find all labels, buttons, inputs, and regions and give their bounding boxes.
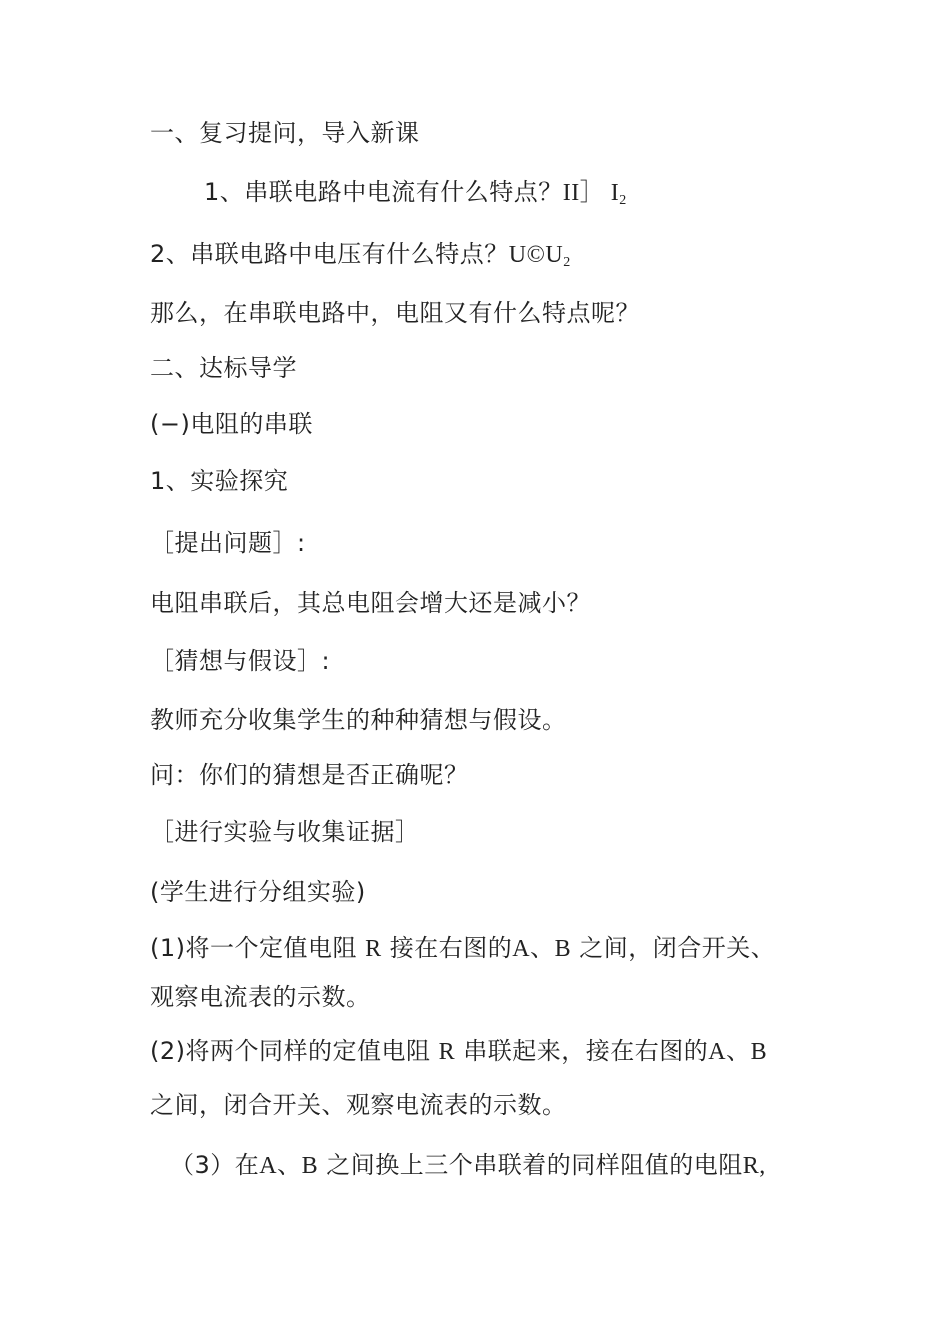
review-question-2	[150, 238, 571, 279]
step-1-line-1: (1)将一个定值电阻 R 接在右图的A、B 之间，闭合开关、	[150, 934, 776, 962]
hypothesis-label: ［猜想与假设］:	[150, 647, 331, 675]
question-1-text: 1、串联电路中电流有什么特点？	[204, 178, 563, 206]
step-2-line-1: (2)将两个同样的定值电阻 R 串联起来，接在右图的A、B	[150, 1037, 768, 1065]
step-3-line-1: （3）在A、B 之间换上三个串联着的同样阻值的电阻R,	[170, 1151, 766, 1179]
transition-question: 那么，在串联电路中，电阻又有什么特点呢？	[150, 299, 640, 327]
ask-text: 问：你们的猜想是否正确呢？	[150, 761, 469, 789]
hypothesis-text: 教师充分收集学生的种种猜想与假设。	[150, 706, 567, 734]
step-1-line-2: 观察电流表的示数。	[150, 983, 371, 1011]
question-2-formula-subscript: 2	[563, 255, 571, 270]
question-2-formula: U©U	[508, 242, 564, 268]
section1-heading: 一、复习提问，导入新课	[150, 119, 420, 147]
section2-heading: 二、达标导学	[150, 354, 297, 382]
subsection-resistor-series: (−)电阻的串联	[150, 410, 313, 438]
pose-question-label: ［提出问题］:	[150, 529, 306, 557]
group-experiment-note: (学生进行分组实验)	[150, 878, 366, 906]
experiment-label: ［进行实验与收集证据］	[150, 818, 420, 846]
question-text: 电阻串联后，其总电阻会增大还是减小？	[150, 589, 591, 617]
question-2-text: 2、串联电路中电压有什么特点？	[150, 240, 509, 268]
item-experiment-inquiry: 1、实验探究	[150, 467, 289, 495]
step-2-line-2: 之间，闭合开关、观察电流表的示数。	[150, 1091, 567, 1119]
review-question-1	[204, 176, 627, 217]
question-1-formula-subscript: 2	[619, 193, 627, 208]
question-1-formula: II］ I	[562, 180, 620, 206]
